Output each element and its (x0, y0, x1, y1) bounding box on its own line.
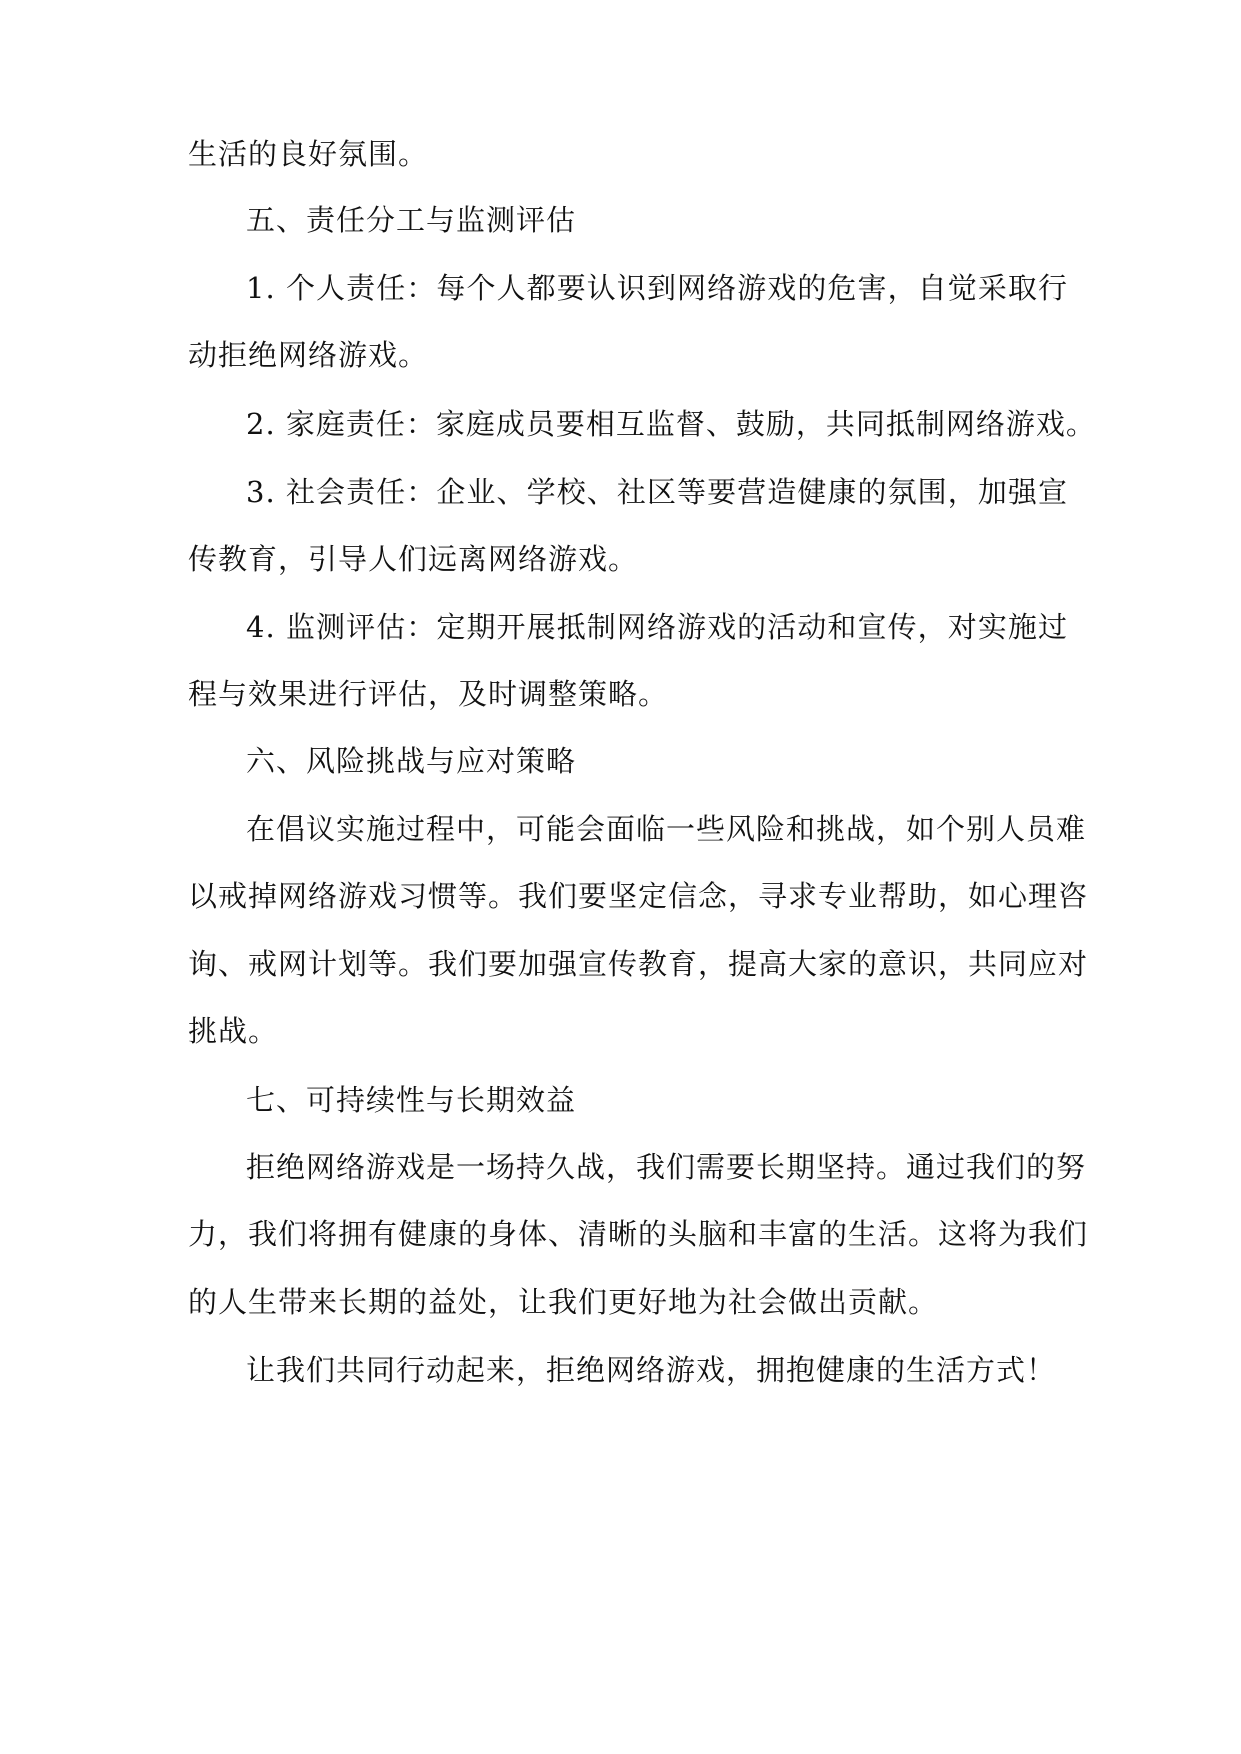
section-heading-6: 六、风险挑战与应对策略 (246, 744, 577, 778)
list-item-1-line-1: 1. 个人责任：每个人都要认识到网络游戏的危害，自觉采取行 (246, 271, 1068, 305)
list-item-2: 2. 家庭责任：家庭成员要相互监督、鼓励，共同抵制网络游戏。 (246, 407, 1096, 441)
closing-statement: 让我们共同行动起来，拒绝网络游戏，拥抱健康的生活方式！ (246, 1353, 1057, 1387)
section-heading-7: 七、可持续性与长期效益 (246, 1083, 577, 1117)
paragraph-sustainability-line-3: 的人生带来长期的益处，让我们更好地为社会做出贡献。 (188, 1285, 939, 1319)
paragraph-continuation: 生活的良好氛围。 (188, 137, 429, 171)
list-item-1-line-2: 动拒绝网络游戏。 (188, 338, 429, 372)
list-item-4-line-1: 4. 监测评估：定期开展抵制网络游戏的活动和宣传，对实施过 (246, 610, 1068, 644)
paragraph-risk-line-3: 询、戒网计划等。我们要加强宣传教育，提高大家的意识，共同应对 (188, 947, 1089, 981)
list-item-3-line-2: 传教育，引导人们远离网络游戏。 (188, 542, 639, 576)
paragraph-sustainability-line-2: 力，我们将拥有健康的身体、清晰的头脑和丰富的生活。这将为我们 (188, 1217, 1089, 1251)
list-item-3-line-1: 3. 社会责任：企业、学校、社区等要营造健康的氛围，加强宣 (246, 475, 1068, 509)
paragraph-risk-line-1: 在倡议实施过程中，可能会面临一些风险和挑战，如个别人员难 (246, 812, 1087, 846)
paragraph-risk-line-2: 以戒掉网络游戏习惯等。我们要坚定信念，寻求专业帮助，如心理咨 (188, 879, 1089, 913)
paragraph-risk-line-4: 挑战。 (188, 1014, 279, 1048)
paragraph-sustainability-line-1: 拒绝网络游戏是一场持久战，我们需要长期坚持。通过我们的努 (246, 1150, 1087, 1184)
list-item-4-line-2: 程与效果进行评估，及时调整策略。 (188, 677, 669, 711)
section-heading-5: 五、责任分工与监测评估 (246, 203, 577, 237)
